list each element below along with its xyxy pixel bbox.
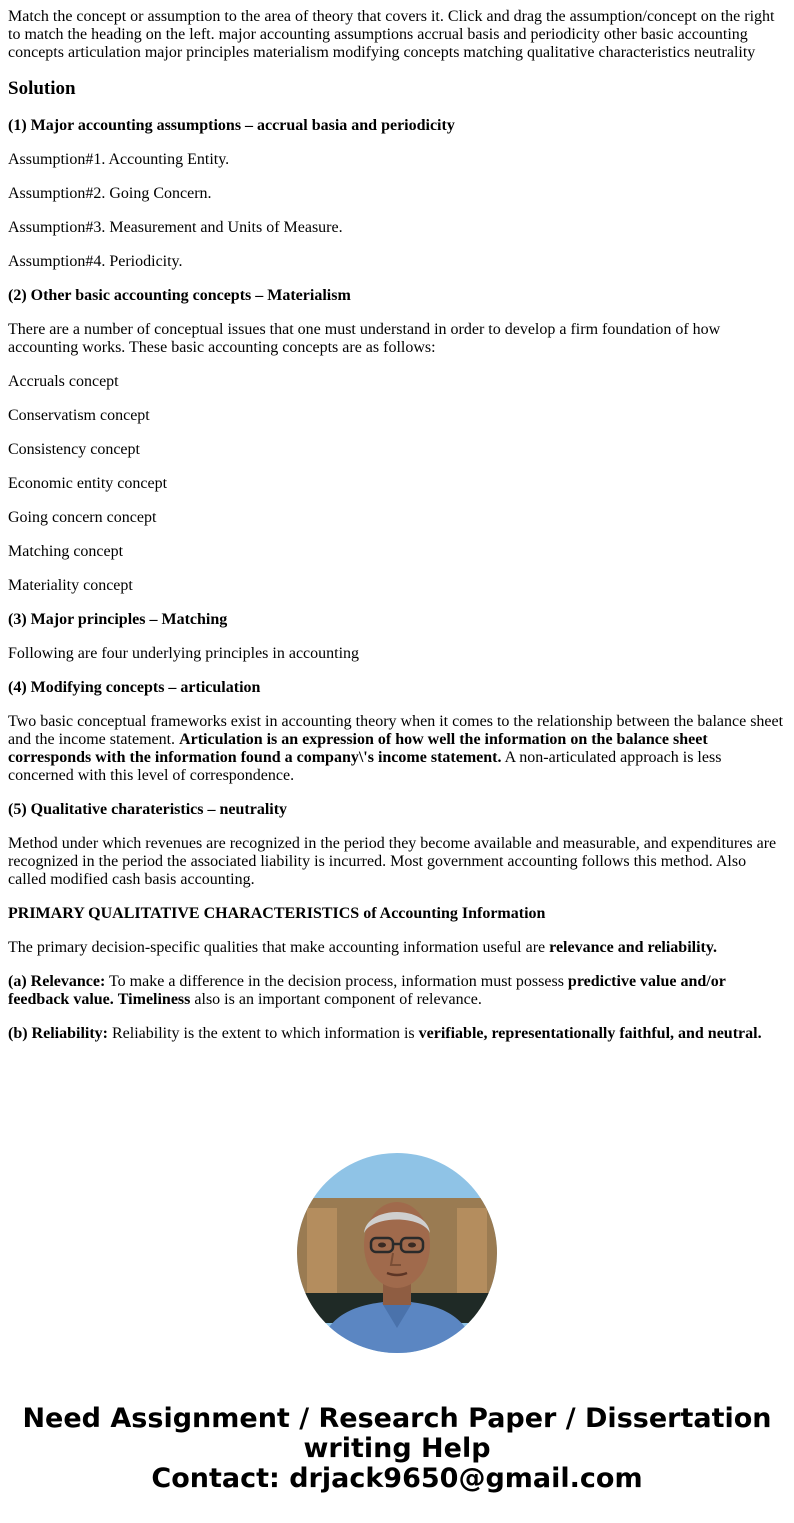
section2-item: Consistency concept: [8, 441, 140, 458]
primary-heading: PRIMARY QUALITATIVE CHARACTERISTICS of Accounting Information: [8, 905, 546, 922]
section1-heading: (1) Major accounting assumptions – accrual basia and periodicity: [8, 117, 455, 134]
author-photo: [297, 1153, 497, 1353]
question-text: Match the concept or assumption to the area of theory that covers it. Click and drag the assumption/concept on the right to match the heading on the left. major accounting assumptions accrual basis and periodicity other basic accounting concepts articulation major principles materialism modifying concepts matching qualitative characteristics neutrality: [8, 8, 775, 61]
avatar: [297, 1153, 497, 1353]
primary-intro: The primary decision-specific qualities that make accounting information useful are relevance and reliability.: [8, 939, 717, 956]
promo-banner: [0, 1404, 794, 1494]
relevance-paragraph: (a) Relevance: To make a difference in the decision process, information must possess predictive value and/or feedback value. Timeliness also is an important component of relevance.: [8, 973, 726, 1008]
section1-item: Assumption#4. Periodicity.: [8, 253, 183, 270]
section2-item: Materiality concept: [8, 577, 133, 594]
reliability-paragraph: (b) Reliability: Reliability is the extent to which information is verifiable, representationally faithful, and neutral.: [8, 1025, 762, 1042]
section5-heading: (5) Qualitative charateristics – neutrality: [8, 801, 288, 818]
section2-item: Accruals concept: [8, 373, 119, 390]
section2-item: Economic entity concept: [8, 475, 168, 492]
solution-heading: Solution: [8, 78, 76, 99]
section1-item: Assumption#1. Accounting Entity.: [8, 151, 230, 168]
promo-line: writing Help: [303, 1433, 491, 1464]
section1-item: Assumption#2. Going Concern.: [8, 185, 212, 202]
section1-item: Assumption#3. Measurement and Units of Measure.: [8, 219, 343, 236]
section2-item: Matching concept: [8, 543, 124, 560]
section2-intro: There are a number of conceptual issues that one must understand in order to develop a firm foundation of how accounting works. These basic accounting concepts are as follows:: [8, 321, 721, 356]
section3-text: Following are four underlying principles in accounting: [8, 645, 360, 662]
section2-item: Conservatism concept: [8, 407, 150, 424]
section4-heading: (4) Modifying concepts – articulation: [8, 679, 261, 696]
section2-item: Going concern concept: [8, 509, 157, 526]
promo-contact: Contact: drjack9650@gmail.com: [151, 1463, 643, 1494]
section3-heading: (3) Major principles – Matching: [8, 611, 228, 628]
article-content: [8, 8, 786, 1059]
section4-text: Two basic conceptual frameworks exist in accounting theory when it comes to the relationship between the balance sheet and the income statement. Articulation is an expression of how well the information on the balance sheet corresponds with the information found a company\'s income statement. A non-articulated approach is less concerned with this level of correspondence.: [8, 713, 784, 784]
section2-heading: (2) Other basic accounting concepts – Materialism: [8, 287, 351, 304]
section5-text: Method under which revenues are recognized in the period they become available and measurable, and expenditures are recognized in the period the associated liability is incurred. Most government accounting follows this method. Also called modified cash basis accounting.: [8, 835, 777, 888]
promo-line: Need Assignment / Research Paper / Dissertation: [22, 1403, 772, 1434]
